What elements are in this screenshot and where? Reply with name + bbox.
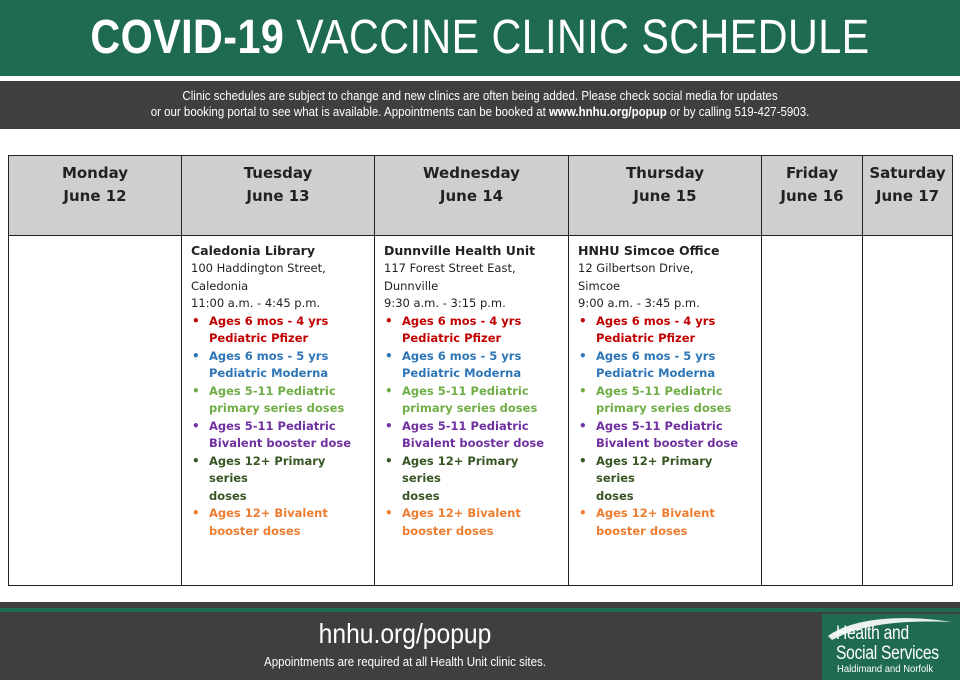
notice-line-2 [38,104,921,120]
day-header-monday [9,156,182,236]
clinic-hours: 9:30 a.m. - 3:15 p.m. [384,296,506,310]
clinic-hours: 9:00 a.m. - 3:45 p.m. [578,296,700,310]
clinic-row [9,236,953,586]
dose-line2: Bivalent booster dose [596,436,739,450]
dose-item [596,505,753,540]
dose-list [191,313,366,541]
dose-line1: Ages 5-11 Pediatric [209,418,336,433]
dose-item [209,313,366,348]
day-date: June 13 [246,187,310,205]
day-header-tuesday [182,156,375,236]
notice-line-2-post: or by calling 519-427-5903. [666,105,810,119]
dose-line1: Ages 6 mos - 4 yrs [402,313,522,328]
clinic-site-name: Dunnville Health Unit [384,243,536,258]
dose-item [596,383,753,418]
dose-line1: Ages 12+ Primary series [402,453,519,485]
dose-line2: booster doses [596,523,688,538]
dose-list [384,313,560,541]
dose-line2: Pediatric Pfizer [209,331,309,345]
day-date: June 15 [633,187,697,205]
dose-item [402,313,560,348]
clinic-cell-wednesday [375,236,569,586]
dose-line2: Bivalent booster dose [402,436,545,450]
dose-line2: doses [209,488,247,503]
notice-line-1: Clinic schedules are subject to change and new clinics are often being added. Please check social media for updates [182,89,778,103]
dose-line1: Ages 12+ Bivalent [596,506,715,520]
day-header-wednesday [375,156,569,236]
footer-appointment-note: Appointments are required at all Health Unit clinic sites. [264,655,546,669]
dose-item [596,418,753,453]
day-header-thursday [569,156,762,236]
clinic-schedule-table [8,155,953,586]
dose-item [596,453,753,506]
dose-line2: Pediatric Pfizer [402,331,502,345]
cell-saturday-empty [863,236,953,586]
booking-link[interactable]: www.hnhu.org/popup [548,105,667,119]
dose-item [402,453,560,506]
clinic-address-line2: Simcoe [578,278,621,293]
hnhu-logo [822,614,960,680]
dose-line2: booster doses [402,523,494,538]
day-header-row [9,156,953,236]
header-banner [0,0,960,76]
day-name: Monday [61,164,129,182]
dose-line2: booster doses [209,523,301,538]
dose-item [596,313,753,348]
dose-line2: Pediatric Pfizer [596,331,696,345]
dose-item [402,348,560,383]
schedule-notice [0,81,960,129]
title-schedule: VACCINE CLINIC SCHEDULE [296,11,870,64]
dose-line1: Ages 12+ Bivalent [209,506,328,520]
day-name: Tuesday [243,164,313,182]
dose-item [209,505,366,540]
clinic-cell-thursday [569,236,762,586]
dose-line2: primary series doses [596,401,732,415]
dose-list [578,313,753,541]
dose-line1: Ages 6 mos - 5 yrs [209,348,329,363]
cell-friday-empty [762,236,863,586]
dose-item [402,505,560,540]
dose-item [209,453,366,506]
clinic-address-line1: 12 Gilbertson Drive, [578,261,694,275]
logo-line-3: Haldimand and Norfolk [837,663,934,675]
dose-line2: primary series doses [209,401,345,415]
dose-item [596,348,753,383]
dose-line1: Ages 12+ Primary series [596,453,713,485]
day-name: Friday [785,164,838,182]
footer-popup-link[interactable]: hnhu.org/popup [318,618,492,649]
day-header-friday [762,156,863,236]
dose-line1: Ages 5-11 Pediatric [402,383,529,398]
dose-line1: Ages 12+ Bivalent [402,506,521,520]
cell-monday-empty [9,236,182,586]
clinic-address-line1: 100 Haddington Street, [191,261,326,275]
dose-line1: Ages 6 mos - 5 yrs [402,348,522,363]
logo-line-2: Social Services [836,643,939,664]
day-name: Wednesday [423,164,520,182]
notice-line-2-pre: or our booking portal to see what is available. Appointments can be booked at [150,105,549,119]
clinic-hours: 11:00 a.m. - 4:45 p.m. [191,296,321,310]
clinic-cell-tuesday [182,236,375,586]
day-date: June 17 [875,187,940,205]
logo-line-1: Health and [836,623,909,644]
dose-line1: Ages 5-11 Pediatric [596,383,723,398]
dose-line1: Ages 6 mos - 5 yrs [596,348,716,363]
clinic-site-name: HNHU Simcoe Office [578,243,720,258]
day-name: Thursday [625,164,705,182]
dose-line2: Pediatric Moderna [402,366,522,380]
dose-line2: doses [402,488,440,503]
dose-item [209,418,366,453]
footer-banner [0,612,960,680]
dose-line1: Ages 6 mos - 4 yrs [596,313,716,328]
day-header-saturday [863,156,953,236]
dose-line2: doses [596,488,634,503]
day-date: June 16 [780,187,844,205]
clinic-address-line1: 117 Forest Street East, [384,261,516,275]
dose-item [209,383,366,418]
page-title [67,8,893,68]
dose-line2: Pediatric Moderna [209,366,329,380]
dose-line1: Ages 12+ Primary series [209,453,326,485]
clinic-address-line2: Dunnville [384,278,439,293]
day-date: June 14 [439,187,504,205]
dose-line2: primary series doses [402,401,538,415]
dose-line1: Ages 5-11 Pediatric [596,418,723,433]
day-date: June 12 [63,187,127,205]
clinic-address-line2: Caledonia [191,278,249,293]
day-name: Saturday [869,164,946,182]
dose-item [402,383,560,418]
dose-line1: Ages 5-11 Pediatric [209,383,336,398]
dose-item [402,418,560,453]
clinic-site-name: Caledonia Library [191,243,315,258]
dose-line1: Ages 5-11 Pediatric [402,418,529,433]
dose-line2: Pediatric Moderna [596,366,716,380]
dose-line1: Ages 6 mos - 4 yrs [209,313,329,328]
title-covid: COVID-19 [90,11,285,64]
dose-line2: Bivalent booster dose [209,436,352,450]
dose-item [209,348,366,383]
